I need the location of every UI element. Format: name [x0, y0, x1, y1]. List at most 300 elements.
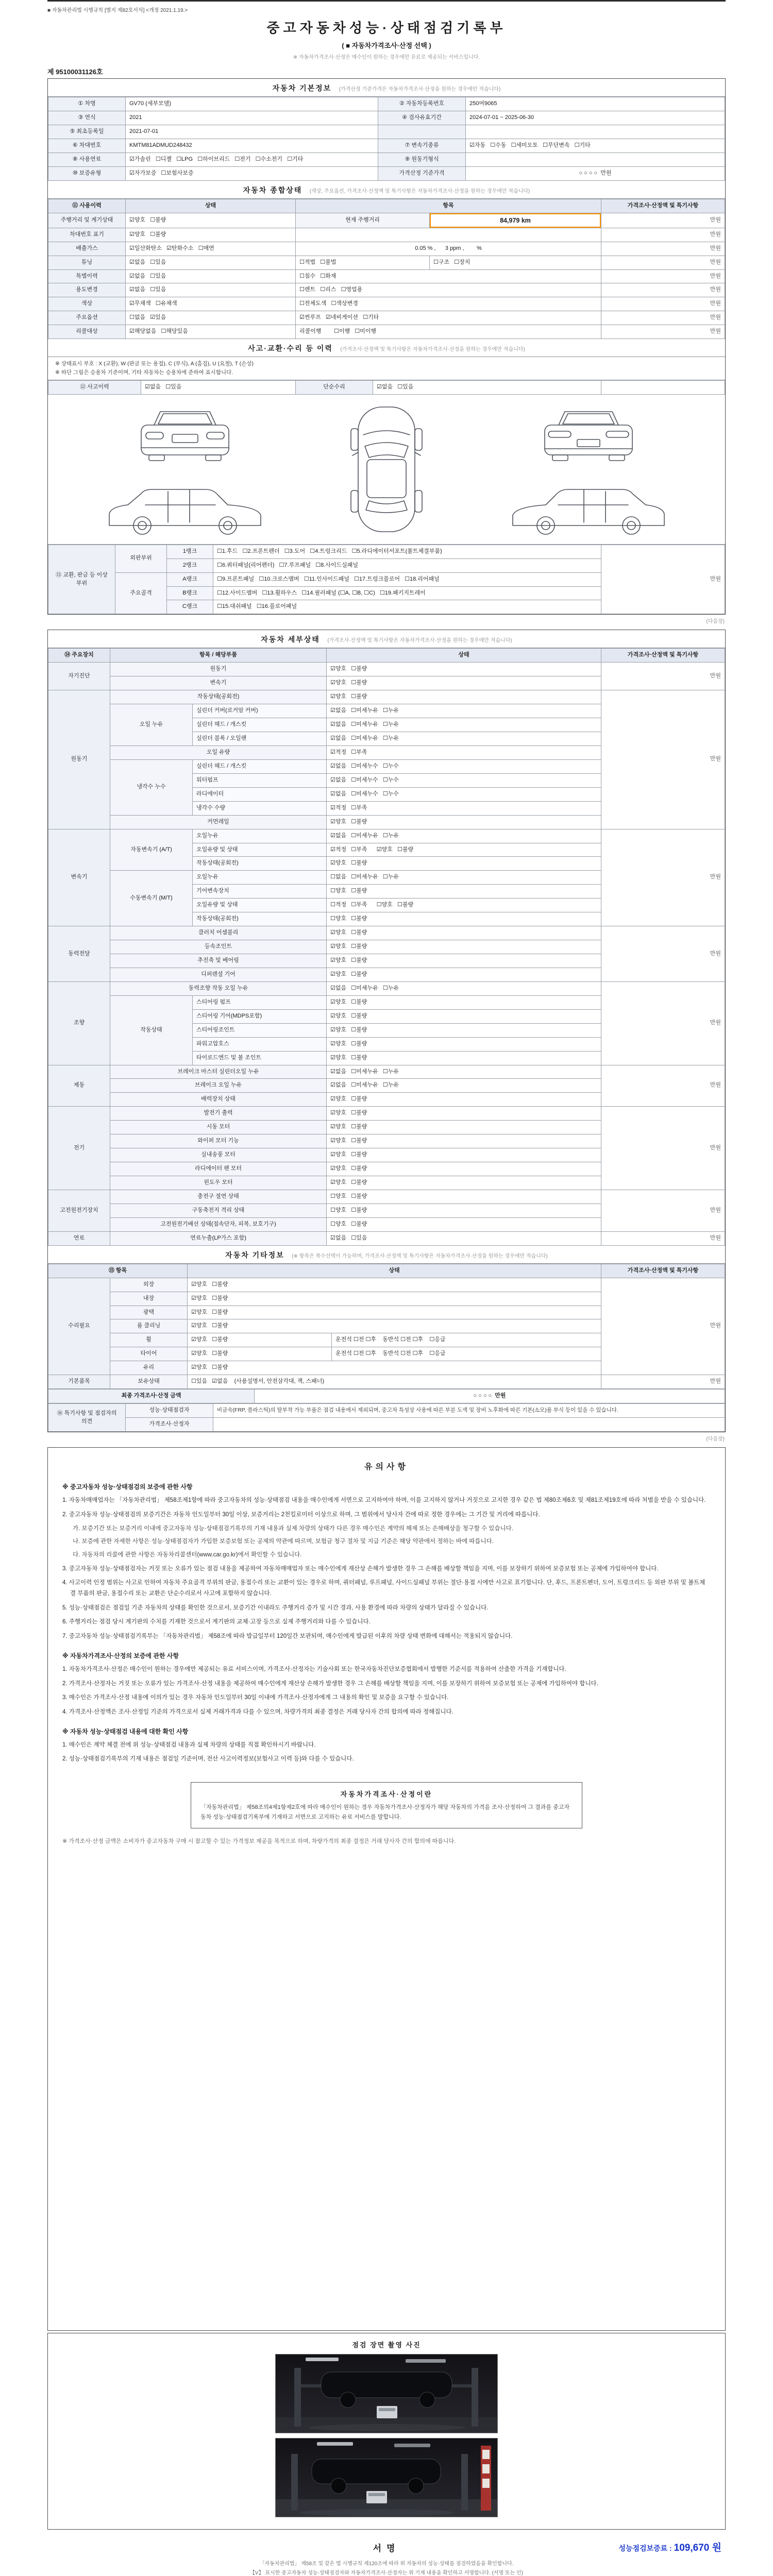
field-label: ⑥ 차대번호: [48, 139, 126, 152]
field-label: 유리: [110, 1361, 188, 1375]
field-value[interactable]: ☐1.후드 ☐2.프론트펜더 ☐3.도어 ☐4.트렁크리드 ☐5.라디에이터서포트(볼트체결부품): [213, 545, 601, 558]
field-label: 외장: [110, 1278, 188, 1292]
field-value[interactable]: ☑일산화탄소 ☑탄화수소 ☐매연: [126, 242, 296, 256]
notice-line: ※ 자동차가격조사·산정의 보증에 관한 사항: [62, 1652, 179, 1659]
document-subtitle: ( ■ 자동차가격조사·산정 선택 ): [342, 42, 431, 49]
field-value[interactable]: ☐양호 ☐불량: [327, 1190, 601, 1204]
license-plate-value: 250머9065: [466, 97, 725, 111]
field-value[interactable]: ☑양호 ☐불량: [126, 213, 296, 228]
notice-line: 3. 매수인은 가격조사·산정 내용에 이의가 있는 경우 자동차 인도일부터 30일 이내에 가격조사·산정자에게 그 내용의 확인 및 보증을 요구할 수 있습니다.: [62, 1694, 449, 1701]
field-value[interactable]: ☐6.쿼터패널(리어펜더) ☐7.루프패널 ☐8.사이드실패널: [213, 558, 601, 572]
field-label: 구동축전지 격리 상태: [110, 1204, 327, 1217]
field-value[interactable]: ☑양호 ☐불량: [327, 1009, 601, 1023]
field-value[interactable]: 운전석 ☐전 ☐후 동반석 ☐전 ☐후 ☐응급: [332, 1347, 601, 1361]
notice-line: 6. 주행거리는 점검 당시 계기판의 수치를 기재한 것으로서 계기판의 교체·고장 등으로 실제 주행거리와 다를 수 있습니다.: [62, 1619, 371, 1625]
field-value: 만원: [601, 829, 725, 926]
field-label: 오일유량 및 상태: [193, 899, 327, 912]
field-value: 만원: [601, 981, 725, 1065]
footer-note-1: 「자동차관리법」 제58조 및 같은 법 시행규칙 제120조에 따라 위 자동차의 성능·상태를 점검하였음을 확인합니다.: [259, 2561, 514, 2567]
field-label: ③ 연식: [48, 111, 126, 125]
field-value[interactable]: ☑양호 ☐불량: [327, 1148, 601, 1162]
field-value[interactable]: ☑양호 ☐불량: [327, 1051, 601, 1065]
field-label: 가격조사·산정액 및 특기사항: [601, 649, 725, 663]
notice-line: 1. 자동차매매업자는 「자동차관리법」 제58조제1항에 따라 중고자동차의 성능·상태점검 내용을 매수인에게 서면으로 고지하여야 하며, 이를 고지하지 않거나 거짓으로 고지한 경우 같은 법 제80조제6호 및 제81조제19호에 따라 처벌을 받을 수 있습니다.: [62, 1497, 706, 1503]
field-value: 만원: [601, 1190, 725, 1231]
section-note: (※ 항목은 복수선택이 가능하며, 가격조사·산정액 및 특기사항은 자동차가격조사·산정을 원하는 경우에만 적습니다): [292, 1253, 548, 1259]
fee-label: 성능점검보증료 :: [618, 2544, 672, 2552]
field-label: ⑦ 변속기종류: [378, 139, 466, 152]
field-value[interactable]: ☐렌트 ☐리스 ☐영업용: [296, 283, 601, 297]
field-label: 색상: [48, 297, 126, 311]
inspection-fee: [618, 2540, 721, 2554]
field-value: 만원: [601, 311, 725, 325]
field-label: 가격조사·산정액 및 특기사항: [601, 1264, 725, 1278]
field-label: C랭크: [167, 600, 213, 614]
field-value: 만원: [601, 1065, 725, 1107]
field-value[interactable]: ☑양호 ☐불량: [126, 228, 296, 242]
field-label: 스티어링조인트: [193, 1023, 327, 1037]
field-value[interactable]: ☑양호 ☐불량: [327, 676, 601, 690]
field-label: 외판부위: [115, 545, 167, 572]
field-value[interactable]: ☐없음 ☐미세누유 ☐누유: [327, 871, 601, 885]
field-label: 작동상태(공회전): [110, 690, 327, 704]
section-title: 자동차 기본정보: [272, 84, 332, 92]
field-value[interactable]: ☑양호 ☐불량: [327, 1023, 601, 1037]
field-label: 상태: [126, 199, 296, 213]
field-label: 실린더 블록 / 오일팬: [193, 732, 327, 746]
field-label: 고전원전기장치: [48, 1190, 110, 1231]
odometer-value: 84,979 km: [430, 213, 601, 228]
section-title: 자동차 기타정보: [225, 1250, 284, 1259]
field-label: 브레이크 오일 누유: [110, 1079, 327, 1093]
inspector-opinion-text: 비금속(FRP, 플라스틱)의 탈부착 가능 부품은 점검 내용에서 제외되며, 중고차 특성상 사용에 따른 부분 도색 및 장비 노후화에 따른 기본(소모)품 부식 등이 있을 수 있습니다.: [213, 1404, 725, 1418]
vehicle-name-value: GV70 (세부모델): [126, 97, 378, 111]
field-label: 타이로드엔드 및 볼 조인트: [193, 1051, 327, 1065]
notice-line: 5. 성능·상태점검은 점검일 기준 자동차의 상태를 확인한 것으로서, 보증기간 이내라도 주행거리 증가 및 시간 경과, 사용 환경에 따라 차량의 상태가 달라질 수 있습니다.: [62, 1604, 489, 1611]
field-value[interactable]: ☐12.사이드멤버 ☐13.휠하우스 ☐14.필러패널 (☐A, ☐B, ☐C) ☐19.패키지트레이: [213, 586, 601, 600]
price-service-definition-box: [191, 1782, 582, 1828]
field-label: 주요골격: [115, 572, 167, 614]
field-label: 내장: [110, 1292, 188, 1306]
field-value: [601, 380, 725, 394]
field-label: 조향: [48, 981, 110, 1065]
fee-value: 109,670 원: [674, 2542, 721, 2553]
field-value[interactable]: ☑양호 ☐불량: [327, 663, 601, 676]
legend-line-1: ※ 상태표시 부호 : X (교환), W (판금 또는 용접), C (부식), A (흠집), U (요철), T (손상): [55, 361, 254, 367]
notice-line: 가. 보증기간 또는 보증거리 이내에 중고자동차 성능·상태점검기록부의 기재 내용과 실제 차량의 상태가 다른 경우 매수인은 계약의 해제 또는 손해배상을 청구할 수 있습니다.: [73, 1526, 513, 1532]
field-label: ⑤ 최초등록일: [48, 125, 126, 139]
field-label: 스티어링 펌프: [193, 995, 327, 1009]
field-label: 등속조인트: [110, 940, 327, 954]
field-label: 1랭크: [167, 545, 213, 558]
car-right-side-view-diagram: [503, 476, 674, 538]
field-value: 만원: [601, 1375, 725, 1389]
field-label: 특별이력: [48, 269, 126, 283]
field-label: ⑭ 주요장치: [48, 649, 110, 663]
section-accident-history: [48, 339, 725, 357]
field-label: 주요옵션: [48, 311, 126, 325]
field-label: 오일 누유: [110, 704, 193, 746]
notice-line: 1. 매수인은 계약 체결 전에 위 성능·상태점검 내용과 실제 차량의 상태를 직접 확인하시기 바랍니다.: [62, 1741, 316, 1748]
field-value: 만원: [601, 213, 725, 228]
footer-notes: [47, 2560, 726, 2576]
field-label: 연료: [48, 1231, 110, 1245]
field-label: B랭크: [167, 586, 213, 600]
inspection-validity-value: 2024-07-01 ~ 2025-06-30: [466, 111, 725, 125]
field-value: [213, 1418, 725, 1432]
field-value: 만원: [601, 297, 725, 311]
field-label: 수동변속기 (M/T): [110, 871, 193, 926]
field-value[interactable]: ☐적법 ☐불법: [296, 256, 430, 269]
field-label: 시동 모터: [110, 1121, 327, 1134]
section-note: (가격조사·산정액 및 특기사항은 자동차가격조사·산정을 원하는 경우에만 적습니다): [327, 638, 512, 644]
field-value[interactable]: ☑양호 ☐불량: [327, 926, 601, 940]
field-label: ② 자동차등록번호: [378, 97, 466, 111]
notice-line: ※ 중고자동차 성능·상태점검의 보증에 관한 사항: [62, 1483, 193, 1490]
field-label: 동력조향 작동 오일 누유: [110, 981, 327, 995]
vehicle-damage-diagrams: [48, 395, 725, 545]
notice-title: 유의사항: [364, 1462, 409, 1471]
field-label: A랭크: [167, 572, 213, 586]
first-registration-value: 2021-07-01: [126, 125, 378, 139]
field-value[interactable]: ☑양호 ☐불량: [188, 1361, 601, 1375]
field-value[interactable]: ☐양호 ☐불량: [327, 912, 601, 926]
field-value[interactable]: ☑양호 ☐불량: [327, 954, 601, 968]
form-reference: ■ 자동차관리법 시행규칙 [별지 제82호서식] <개정 2021.1.19.>: [47, 8, 188, 13]
section-overall-condition: [48, 181, 725, 199]
field-label: ⑬ 교환, 판금 등 이상 부위: [48, 545, 115, 614]
field-label: 변속기: [48, 829, 110, 926]
field-label: 타이어: [110, 1347, 188, 1361]
notice-line: 2. 중고자동차 성능·상태점검의 보증기간은 자동차 인도일부터 30일 이상, 보증거리는 2천킬로미터 이상으로 하며, 그 범위에서 당사자 간에 따로 정한 경우에는 그 기간 및 거리에 따릅니다.: [62, 1511, 540, 1518]
field-value: 만원: [601, 1107, 725, 1190]
damage-code-legend: [48, 357, 725, 380]
field-value[interactable]: ☐양호 ☐불량: [327, 885, 601, 899]
field-value[interactable]: ☑양호 ☐불량: [188, 1278, 601, 1292]
section-misc-info: [48, 1246, 725, 1264]
section-note: (가격산정 기준가격은 자동차가격조사·산정을 원하는 경우에만 적습니다): [339, 87, 501, 92]
field-value[interactable]: ☐있음 ☑없음 (사용설명서, 안전삼각대, 잭, 스패너): [188, 1375, 601, 1389]
field-label: 제동: [48, 1065, 110, 1107]
inspection-photo-1: [275, 2354, 498, 2433]
base-price-value: ○ ○ ○ ○ 만원: [466, 166, 725, 180]
photo-2-garage-scene: [276, 2438, 498, 2517]
field-label: 휠: [110, 1333, 188, 1347]
field-label: 변속기: [110, 676, 327, 690]
field-label: 수리필요: [48, 1278, 110, 1375]
field-label: 보유상태: [110, 1375, 188, 1389]
field-label: 배출가스: [48, 242, 126, 256]
section-title: 자동차 세부상태: [261, 635, 320, 644]
field-value[interactable]: ☑적정 ☐부족: [327, 801, 601, 815]
field-label: 추진축 및 베어링: [110, 954, 327, 968]
field-value[interactable]: ☐양호 ☐불량: [327, 1217, 601, 1231]
field-value[interactable]: ☑없음 ☐미세누유 ☐누유: [327, 704, 601, 718]
notice-line: 7. 중고자동차 성능·상태점검기록부는 「자동차관리법」 제58조에 따라 발급일부터 120일간 보관되며, 매수인에게 발급된 이후의 차량 상태 변화에 대해서는 적용되지 않습니다.: [62, 1633, 513, 1640]
photos-title: 점검 장면 촬영 사진: [352, 2341, 421, 2349]
field-label: 실린더 헤드 / 개스킷: [193, 718, 327, 732]
field-value[interactable]: 리콜이행 ☐이행 ☐미이행: [296, 325, 601, 339]
field-value[interactable]: ☑없음 ☐미세누수 ☐누수: [327, 787, 601, 801]
section-basic-info: [48, 79, 725, 97]
notice-line: 다. 자동차의 리콜에 관한 사항은 자동차리콜센터(www.car.go.kr)에서 확인할 수 있습니다.: [73, 1551, 302, 1558]
field-label: 와이퍼 모터 기능: [110, 1134, 327, 1148]
field-label: 오일유량 및 상태: [193, 843, 327, 857]
page-continue-mark: (다음장): [706, 1436, 725, 1442]
photo-1-garage-scene: [276, 2354, 498, 2433]
model-year-value: 2021: [126, 111, 378, 125]
field-value[interactable]: ☐전체도색 ☐색상변경: [296, 297, 601, 311]
field-label: 2랭크: [167, 558, 213, 572]
field-value[interactable]: ☑없음 ☐미세누유 ☐누유: [327, 1065, 601, 1079]
field-value[interactable]: ☑없음 ☐있음: [126, 269, 296, 283]
field-value: 만원: [601, 256, 725, 269]
field-value[interactable]: ☑양호 ☐불량: [327, 968, 601, 981]
field-value[interactable]: ☑없음 ☐미세누유 ☐누유: [327, 718, 601, 732]
field-label: 냉각수 누수: [110, 759, 193, 815]
field-label: 기어변속장치: [193, 885, 327, 899]
field-label: [378, 125, 466, 139]
document-page: [47, 0, 726, 2576]
field-label: 현재 주행거리: [296, 213, 430, 228]
notice-line: 4. 사고이력 인정 범위는 사고로 인하여 자동차 주요골격 부위의 판금, 용접수리 또는 교환이 있는 경우로 하며, 쿼터패널, 루프패널, 사이드실패널 부위는 절단·용접 시에만 사고로 표기합니다. 단, 후드, 프론트펜더, 도어, 트렁크리드 등 외판 부위 및 볼트체결 부품의 판금, 용접수리 또는 교환은 단순수리로서 사고에 포함하지 않습니다.: [62, 1580, 705, 1597]
inspection-photos-box: [47, 2333, 726, 2530]
engine-type-value: [466, 152, 725, 166]
field-value[interactable]: ☐15.대쉬패널 ☐16.플로어패널: [213, 600, 601, 614]
car-front-view-diagram: [133, 405, 237, 467]
notice-lines: [62, 1482, 711, 1765]
section-title: 자동차 종합상태: [243, 185, 303, 194]
field-value[interactable]: ☑없음 ☐미세누유 ☐누유: [327, 732, 601, 746]
field-value: 만원: [601, 926, 725, 982]
detail-condition-table: [48, 648, 725, 1245]
field-value[interactable]: ☑양호 ☐불량: [188, 1306, 601, 1319]
field-value[interactable]: ☑해당없음 ☐해당있음: [126, 325, 296, 339]
notice-line: 2. 성능·상태점검기록부의 기재 내용은 점검일 기준이며, 전산 사고이력정보(보험사고 이력 등)와 다를 수 있습니다.: [62, 1756, 354, 1762]
notice-line: 나. 보증에 관한 자세한 사항은 성능·상태점검자가 가입한 보증보험 또는 공제의 약관에 따르며, 보험금 청구 절차 및 지급 기준은 해당 약관에서 정하는 바에 따릅니다.: [73, 1538, 494, 1545]
notice-line: 3. 중고자동차 성능·상태점검자는 거짓 또는 오류가 있는 점검 내용을 제공하여 자동차매매업자 또는 매수인에게 재산상 손해가 발생한 경우 그 손해를 배상할 책임을 지며, 이를 보장하기 위하여 보증보험 또는 공제에 가입하여야 합니다.: [62, 1565, 659, 1572]
field-value[interactable]: ☑양호 ☐불량: [188, 1292, 601, 1306]
field-value: [466, 125, 725, 139]
field-label: ① 차명: [48, 97, 126, 111]
field-label: 전기: [48, 1107, 110, 1190]
field-value[interactable]: ☑양호 ☐불량: [327, 1176, 601, 1190]
field-label: 작동상태(공회전): [193, 912, 327, 926]
field-value: 만원: [601, 269, 725, 283]
field-label: 오일 유량: [110, 745, 327, 759]
field-value: 만원: [601, 1278, 725, 1375]
field-value[interactable]: ☐양호 ☐불량: [327, 1204, 601, 1217]
field-value[interactable]: ☑양호 ☐불량: [327, 690, 601, 704]
field-label: 주행거리 및 계기상태: [48, 213, 126, 228]
field-value[interactable]: ☐9.프론트패널 ☐10.크로스멤버 ☐11.인사이드패널 ☐17.트렁크플로어 ☐18.리어패널: [213, 572, 601, 586]
field-value[interactable]: ☑없음 ☐있음: [126, 283, 296, 297]
field-value: 만원: [601, 545, 725, 614]
footer-note-2: 【V】 표시한 중고자동차 성능·상태점검자와 자동차가격조사·산정자는 위 기재 내용을 확인하고 서명합니다. (서명 또는 인): [249, 2570, 524, 2576]
field-label: 자기진단: [48, 663, 110, 690]
field-value[interactable]: ☑양호 ☐불량: [327, 995, 601, 1009]
field-value: 만원: [601, 228, 725, 242]
car-rear-view-diagram: [537, 405, 640, 467]
page-box-1: [47, 78, 726, 615]
field-value[interactable]: ☑적정 ☐부족: [327, 745, 601, 759]
field-label: 가격조사·산정액 및 특기사항: [601, 199, 725, 213]
basic-info-table: [48, 97, 725, 181]
definition-title: 자동차가격조사·산정이란: [340, 1790, 433, 1798]
field-label: 냉각수 수량: [193, 801, 327, 815]
inspector-opinion-table: [48, 1403, 725, 1432]
warranty-checkbox-group[interactable]: ☑자가보증 ☐보험사보증: [126, 166, 378, 180]
field-value: 만원: [601, 690, 725, 829]
field-value[interactable]: ☐침수 ☐화재: [296, 269, 601, 283]
field-value[interactable]: ☑양호 ☐불량: [327, 1107, 601, 1121]
document-header: [47, 18, 726, 60]
field-label: 발전기 출력: [110, 1107, 327, 1121]
inspection-photo-2: [275, 2438, 498, 2517]
field-label: 실린더 헤드 / 개스킷: [193, 759, 327, 773]
field-label: 실린더 커버(로커암 커버): [193, 704, 327, 718]
field-label: 스티어링 기어(MDPS포함): [193, 1009, 327, 1023]
field-label: 자동변속기 (A/T): [110, 829, 193, 871]
field-label: 연료누출(LP가스 포함): [110, 1231, 327, 1245]
field-label: ⑯ 특기사항 및 점검자의 의견: [48, 1404, 126, 1432]
field-label: 윈도우 모터: [110, 1176, 327, 1190]
field-label: 성능·상태점검자: [126, 1404, 213, 1418]
notice-line: 4. 가격조사·산정액은 조사·산정일 기준의 가격으로서 실제 거래가격과 다를 수 있으며, 차량가격의 최종 결정은 거래 당사자 간의 합의에 따라 정해집니다.: [62, 1708, 453, 1715]
field-value[interactable]: ☑없음 ☐있음: [327, 1231, 601, 1245]
document-subnote: ※ 자동차가격조사·산정은 매수인이 원하는 경우에만 유료로 제공되는 서비스입니다.: [293, 55, 480, 60]
field-value[interactable]: ☑없음 ☐미세누유 ☐누유: [327, 981, 601, 995]
field-label: 클러치 어셈블리: [110, 926, 327, 940]
field-value[interactable]: ☑없음 ☐미세누수 ☐누수: [327, 759, 601, 773]
section-detail-condition: [48, 630, 725, 648]
car-left-side-view-diagram: [100, 476, 270, 538]
panel-frame-table: [48, 545, 725, 615]
section-title: 사고·교환·수리 등 이력: [248, 344, 333, 353]
field-label: ⑧ 사용연료: [48, 152, 126, 166]
notice-final-note: ※ 가격조사·산정 금액은 소비자가 중고자동차 구매 시 참고할 수 있는 가격정보 제공을 목적으로 하며, 차량가격의 최종 결정은 거래 당사자 간의 합의에 따릅니다.: [62, 1838, 456, 1845]
field-value: 만원: [601, 242, 725, 256]
field-label: 항목 / 해당부품: [110, 649, 327, 663]
field-label: 충전구 절연 상태: [110, 1190, 327, 1204]
field-label: 라디에이터: [193, 787, 327, 801]
field-value[interactable]: ☑양호 ☐불량: [327, 857, 601, 871]
car-top-view-diagram: [335, 402, 438, 537]
field-label: 상태: [327, 649, 601, 663]
field-label: 디퍼렌셜 기어: [110, 968, 327, 981]
field-value[interactable]: ☑없음 ☐미세누수 ☐누수: [327, 773, 601, 787]
field-value[interactable]: ☑없음 ☐있음: [373, 380, 601, 394]
field-label: 튜닝: [48, 256, 126, 269]
transmission-checkbox-group[interactable]: ☑자동 ☐수동 ☐세미오토 ☐무단변속 ☐기타: [466, 139, 725, 152]
field-value: 만원: [601, 1231, 725, 1245]
document-title: 중고자동차성능·상태점검기록부: [266, 20, 507, 36]
field-value[interactable]: ☑무채색 ☐유채색: [126, 297, 296, 311]
field-label: 오일누유: [193, 871, 327, 885]
field-label: 기본품목: [48, 1375, 110, 1389]
field-label: 룸 클리닝: [110, 1319, 188, 1333]
field-label: ⑮ 항목: [48, 1264, 188, 1278]
field-label: 작동상태(공회전): [193, 857, 327, 871]
field-value[interactable]: ☑없음 ☐미세누유 ☐누유: [327, 1079, 601, 1093]
fuel-checkbox-group[interactable]: ☑가솔린 ☐디젤 ☐LPG ☐하이브리드 ☐전기 ☐수소전기 ☐기타: [126, 152, 378, 166]
field-value[interactable]: ☑양호 ☐불량: [327, 1134, 601, 1148]
legend-line-2: ※ 하단 그림은 승용차 기준이며, 기타 자동차는 승용차에 준하여 표시합니다.: [55, 369, 233, 376]
signature-label[interactable]: 서명: [373, 2543, 400, 2553]
field-label: 파워고압호스: [193, 1037, 327, 1051]
field-label: 최종 가격조사·산정 금액: [48, 1389, 255, 1403]
field-value[interactable]: ☑양호 ☐불량: [327, 815, 601, 829]
field-value: 만원: [601, 283, 725, 297]
field-label: 원동기: [110, 663, 327, 676]
section-note: (색상, 주요옵션, 가격조사·산정액 및 특기사항은 자동차가격조사·산정을 원하는 경우에만 적습니다): [309, 188, 530, 194]
field-label: 배력장치 상태: [110, 1093, 327, 1107]
field-value[interactable]: ☑양호 ☐불량: [327, 1162, 601, 1176]
field-value[interactable]: ☑없음 ☐있음: [126, 256, 296, 269]
field-value[interactable]: ☑양호 ☐불량: [188, 1333, 332, 1347]
field-label: ⑫ 사고이력: [48, 380, 141, 394]
field-value: 만원: [601, 663, 725, 690]
field-label: 고전원전기배선 상태(접속단자, 피복, 보호기구): [110, 1217, 327, 1231]
final-price-table: [48, 1389, 725, 1403]
section-note: (가격조사·산정액 및 특기사항은 자동차가격조사·산정을 원하는 경우에만 적습니다): [340, 347, 525, 353]
page-continue-mark: (다음장): [706, 619, 725, 625]
field-label: ④ 검사유효기간: [378, 111, 466, 125]
field-value[interactable]: ☑양호 ☐불량: [327, 940, 601, 954]
field-label: 항목: [296, 199, 601, 213]
field-value[interactable]: ☑양호 ☐불량: [327, 1037, 601, 1051]
field-label: 광택: [110, 1306, 188, 1319]
field-label: 차대번호 표기: [48, 228, 126, 242]
field-value[interactable]: ☑없음 ☐있음: [141, 380, 296, 394]
field-label: 가격산정 기준가격: [378, 166, 466, 180]
notice-line: ※ 자동차 성능·상태점검 내용에 대한 확인 사항: [62, 1727, 189, 1735]
vin-value: KMTM81ADMUD248432: [126, 139, 378, 152]
field-label: 상태: [188, 1264, 601, 1278]
field-label: 오일누유: [193, 829, 327, 843]
field-label: ⑪ 사용이력: [48, 199, 126, 213]
notice-line: 1. 자동차가격조사·산정은 매수인이 원하는 경우에만 제공되는 유료 서비스이며, 가격조사·산정자는 기술사회 또는 한국자동차진단보증협회에서 발행한 기준서를 적용하여 산출한 가격을 기재합니다.: [62, 1666, 566, 1672]
field-value: 만원: [601, 325, 725, 339]
field-label: ⑨ 원동기형식: [378, 152, 466, 166]
field-value[interactable]: ☑썬루프 ☑네비게이션 ☐기타: [296, 311, 601, 325]
emission-values: 0.05 % , 3 ppm , %: [296, 242, 601, 256]
field-value[interactable]: ☑양호 ☐불량: [188, 1319, 601, 1333]
notice-line: 2. 가격조사·산정자는 거짓 또는 오류가 있는 가격조사·산정 내용을 제공하여 매수인에게 재산상 손해가 발생한 경우 그 손해를 배상할 책임을 지며, 이를 보장하기 위하여 보증보험 또는 공제에 가입하여야 합니다.: [62, 1680, 598, 1687]
field-value[interactable]: ☐적정 ☐부족 ☐양호 ☐불량: [327, 899, 601, 912]
definition-text: 「자동차관리법」 제58조의4제1항제2호에 따라 매수인이 원하는 경우 자동차가격조사·산정자가 해당 자동차의 가격을 조사·산정하여 그 결과를 중고자동차 성능·상태점검기록부에 기재하고 서면으로 고지하는 유료 서비스를 말합니다.: [200, 1804, 569, 1820]
accident-status-table: [48, 380, 725, 395]
overall-condition-table: [48, 199, 725, 340]
field-value[interactable]: ☑양호 ☐불량: [327, 1121, 601, 1134]
page-box-2: [47, 630, 726, 1432]
field-label: 라디에이터 팬 모터: [110, 1162, 327, 1176]
field-value[interactable]: ☑없음 ☐미세누유 ☐누유: [327, 829, 601, 843]
field-value[interactable]: ☑양호 ☐불량: [188, 1347, 332, 1361]
field-value[interactable]: ☑양호 ☐불량: [327, 1093, 601, 1107]
field-label: 원동기: [48, 690, 110, 829]
field-label: 실내송풍 모터: [110, 1148, 327, 1162]
field-label: ⑩ 보증유형: [48, 166, 126, 180]
field-value[interactable]: 운전석 ☐전 ☐후 동반석 ☐전 ☐후 ☐응급: [332, 1333, 601, 1347]
field-label: 동력전달: [48, 926, 110, 982]
misc-info-table: [48, 1264, 725, 1389]
field-value[interactable]: ☐구조 ☐장치: [430, 256, 601, 269]
field-value[interactable]: ☑적정 ☐부족 ☑양호 ☐불량: [327, 843, 601, 857]
field-value[interactable]: ☐없음 ☑있음: [126, 311, 296, 325]
field-label: 작동상태: [110, 995, 193, 1065]
field-label: 커먼레일: [110, 815, 327, 829]
